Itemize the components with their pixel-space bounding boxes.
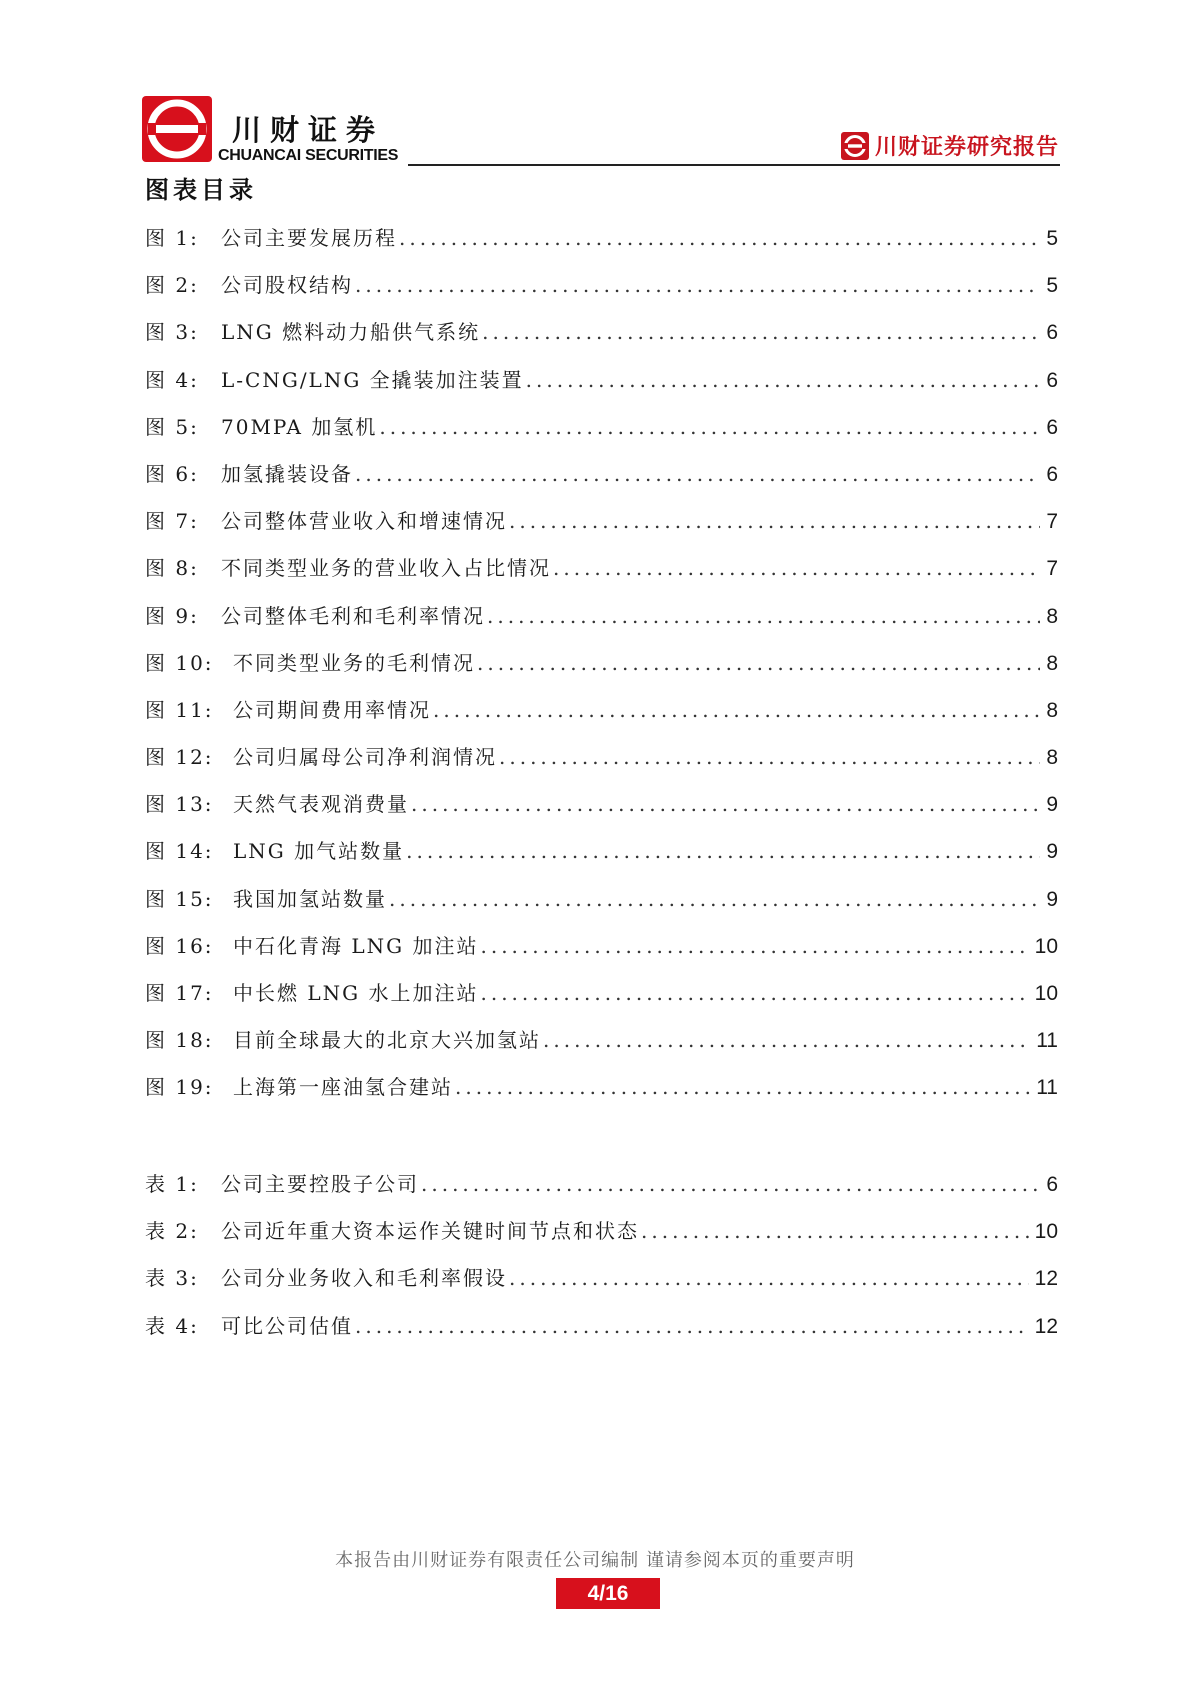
toc-figure-entry[interactable] bbox=[145, 364, 1058, 411]
toc-entry-title: 中石化青海 LNG 加注站 bbox=[233, 933, 479, 958]
toc-entry-page: 9 bbox=[1046, 840, 1058, 864]
toc-figure-entry[interactable] bbox=[145, 600, 1058, 647]
toc-figure-entry[interactable] bbox=[145, 458, 1058, 505]
toc-figure-entry[interactable] bbox=[145, 222, 1058, 269]
toc-entry-title: 公司主要控股子公司 bbox=[221, 1172, 419, 1196]
toc-entry-title: 公司分业务收入和毛利率假设 bbox=[221, 1266, 507, 1291]
toc-leader-dots bbox=[509, 1266, 1029, 1290]
toc-leader-dots bbox=[455, 1075, 1030, 1099]
toc-entry-label: 表 2: bbox=[145, 1219, 199, 1244]
toc-entry-title: 公司整体毛利和毛利率情况 bbox=[221, 603, 485, 628]
toc-entry-title: 中长燃 LNG 水上加注站 bbox=[233, 981, 479, 1005]
toc-entry-page: 7 bbox=[1046, 557, 1058, 581]
toc-entry-label: 图 3: bbox=[145, 320, 199, 345]
figure-list bbox=[145, 222, 1058, 1119]
toc-entry-page: 10 bbox=[1034, 934, 1058, 958]
toc-leader-dots bbox=[379, 415, 1040, 439]
toc-figure-entry[interactable] bbox=[145, 552, 1058, 599]
toc-entry-label: 图 1: bbox=[145, 226, 199, 250]
toc-entry-title: 加氢撬装设备 bbox=[221, 461, 353, 486]
toc-entry-title: L-CNG/LNG 全撬装加注装置 bbox=[221, 367, 524, 392]
toc-leader-dots bbox=[482, 320, 1040, 344]
toc-leader-dots bbox=[411, 792, 1040, 816]
toc-figure-entry[interactable] bbox=[145, 977, 1058, 1024]
toc-entry-label: 表 4: bbox=[145, 1313, 199, 1338]
toc-entry-title: 公司期间费用率情况 bbox=[233, 697, 431, 722]
toc-entry-page: 11 bbox=[1036, 1076, 1058, 1100]
toc-figure-entry[interactable] bbox=[145, 741, 1058, 788]
toc-entry-label: 图 8: bbox=[145, 556, 199, 581]
toc-entry-page: 9 bbox=[1046, 887, 1058, 911]
page-number-badge: 4/16 bbox=[556, 1578, 660, 1609]
toc-figure-entry[interactable] bbox=[145, 835, 1058, 882]
toc-entry-page: 12 bbox=[1034, 1314, 1058, 1338]
toc-entry-title: 公司近年重大资本运作关键时间节点和状态 bbox=[221, 1219, 639, 1244]
table-list bbox=[145, 1168, 1058, 1357]
toc-entry-page: 8 bbox=[1046, 651, 1058, 675]
toc-entry-title: 目前全球最大的北京大兴加氢站 bbox=[233, 1028, 541, 1053]
toc-entry-title: 公司主要发展历程 bbox=[221, 226, 397, 250]
toc-entry-title: 公司整体营业收入和增速情况 bbox=[221, 509, 507, 534]
toc-entry-title: 不同类型业务的毛利情况 bbox=[233, 650, 475, 675]
toc-leader-dots bbox=[509, 509, 1040, 533]
toc-table-entry[interactable] bbox=[145, 1215, 1058, 1262]
toc-figure-entry[interactable] bbox=[145, 788, 1058, 835]
toc-table-entry[interactable] bbox=[145, 1262, 1058, 1309]
toc-table-entry[interactable] bbox=[145, 1310, 1058, 1357]
toc-leader-dots bbox=[499, 745, 1040, 769]
toc-entry-page: 6 bbox=[1046, 415, 1058, 439]
toc-leader-dots bbox=[641, 1219, 1029, 1243]
toc-leader-dots bbox=[355, 462, 1040, 486]
toc-entry-page: 8 bbox=[1046, 746, 1058, 770]
toc-figure-entry[interactable] bbox=[145, 316, 1058, 363]
toc-entry-label: 图 4: bbox=[145, 367, 199, 392]
toc-entry-title: 70MPA 加氢机 bbox=[221, 414, 378, 439]
toc-entry-label: 图 14: bbox=[145, 839, 214, 864]
toc-figure-entry[interactable] bbox=[145, 883, 1058, 930]
toc-leader-dots bbox=[487, 604, 1040, 628]
toc-entry-label: 图 11: bbox=[145, 697, 214, 722]
toc-figure-entry[interactable] bbox=[145, 1024, 1058, 1071]
toc-entry-label: 图 9: bbox=[145, 603, 199, 628]
toc-figure-entry[interactable] bbox=[145, 647, 1058, 694]
toc-entry-title: 不同类型业务的营业收入占比情况 bbox=[221, 556, 551, 581]
brand-name-cn: 川财证券 bbox=[232, 113, 385, 147]
toc-entry-page: 5 bbox=[1046, 227, 1058, 250]
toc-entry-label: 图 2: bbox=[145, 273, 199, 298]
toc-entry-label: 图 15: bbox=[145, 886, 214, 911]
toc-figure-entry[interactable] bbox=[145, 930, 1058, 977]
toc-leader-dots bbox=[355, 1314, 1029, 1338]
toc-leader-dots bbox=[480, 934, 1028, 958]
header-divider bbox=[408, 164, 1060, 166]
toc-entry-page: 5 bbox=[1046, 274, 1058, 298]
toc-entry-label: 图 18: bbox=[145, 1028, 214, 1053]
toc-entry-title: 公司归属母公司净利润情况 bbox=[233, 745, 497, 770]
toc-title: 图表目录 bbox=[145, 176, 257, 204]
report-label bbox=[841, 130, 1059, 161]
toc-leader-dots bbox=[433, 698, 1040, 722]
toc-entry-label: 图 13: bbox=[145, 792, 214, 817]
toc-entry-label: 图 12: bbox=[145, 745, 214, 770]
toc-entry-label: 表 3: bbox=[145, 1266, 199, 1291]
toc-entry-page: 9 bbox=[1046, 793, 1058, 817]
toc-entry-page: 6 bbox=[1046, 368, 1058, 392]
toc-entry-page: 6 bbox=[1046, 321, 1058, 345]
toc-figure-entry[interactable] bbox=[145, 411, 1058, 458]
footer-disclaimer: 本报告由川财证券有限责任公司编制 谨请参阅本页的重要声明 bbox=[335, 1550, 855, 1571]
toc-entry-title: 公司股权结构 bbox=[221, 273, 353, 298]
toc-entry-title: 上海第一座油氢合建站 bbox=[233, 1075, 453, 1100]
toc-leader-dots bbox=[480, 981, 1028, 1005]
toc-leader-dots bbox=[421, 1172, 1040, 1196]
toc-leader-dots bbox=[389, 887, 1040, 911]
toc-leader-dots bbox=[526, 368, 1041, 392]
toc-entry-title: 天然气表观消费量 bbox=[233, 792, 409, 817]
toc-leader-dots bbox=[543, 1028, 1030, 1052]
toc-entry-label: 图 19: bbox=[145, 1075, 214, 1100]
toc-entry-page: 8 bbox=[1046, 604, 1058, 628]
toc-leader-dots bbox=[477, 651, 1040, 675]
toc-figure-entry[interactable] bbox=[145, 694, 1058, 741]
toc-entry-page: 6 bbox=[1046, 462, 1058, 486]
toc-entry-page: 10 bbox=[1034, 1220, 1058, 1244]
toc-entry-label: 图 16: bbox=[145, 933, 214, 958]
toc-entry-title: LNG 加气站数量 bbox=[233, 839, 405, 864]
toc-entry-page: 6 bbox=[1046, 1173, 1058, 1196]
toc-entry-title: 可比公司估值 bbox=[221, 1313, 353, 1338]
toc-entry-page: 12 bbox=[1034, 1267, 1058, 1291]
toc-entry-label: 图 5: bbox=[145, 414, 199, 439]
toc-entry-page: 7 bbox=[1046, 510, 1058, 534]
brand-name-en: CHUANCAI SECURITIES bbox=[218, 147, 399, 164]
report-label-text: 川财证券研究报告 bbox=[874, 134, 1059, 160]
toc-leader-dots bbox=[399, 226, 1040, 250]
toc-entry-label: 图 17: bbox=[145, 981, 214, 1005]
toc-figure-entry[interactable] bbox=[145, 505, 1058, 552]
toc-entry-page: 8 bbox=[1046, 698, 1058, 722]
toc-entry-label: 图 6: bbox=[145, 461, 199, 486]
toc-entry-page: 11 bbox=[1036, 1029, 1058, 1053]
toc-table-entry[interactable] bbox=[145, 1168, 1058, 1215]
toc-entry-label: 图 10: bbox=[145, 650, 214, 675]
toc-entry-title: 我国加氢站数量 bbox=[233, 886, 387, 911]
toc-entry-label: 表 1: bbox=[145, 1172, 199, 1196]
toc-leader-dots bbox=[355, 273, 1040, 297]
toc-entry-label: 图 7: bbox=[145, 509, 199, 534]
toc-entry-title: LNG 燃料动力船供气系统 bbox=[221, 320, 481, 345]
toc-figure-entry[interactable] bbox=[145, 269, 1058, 316]
toc-figure-entry[interactable] bbox=[145, 1071, 1058, 1118]
chuancai-logo-icon bbox=[142, 96, 212, 162]
chuancai-small-logo-icon bbox=[841, 132, 869, 160]
toc-leader-dots bbox=[406, 839, 1040, 863]
toc-entry-page: 10 bbox=[1034, 982, 1058, 1005]
toc-leader-dots bbox=[553, 556, 1040, 580]
